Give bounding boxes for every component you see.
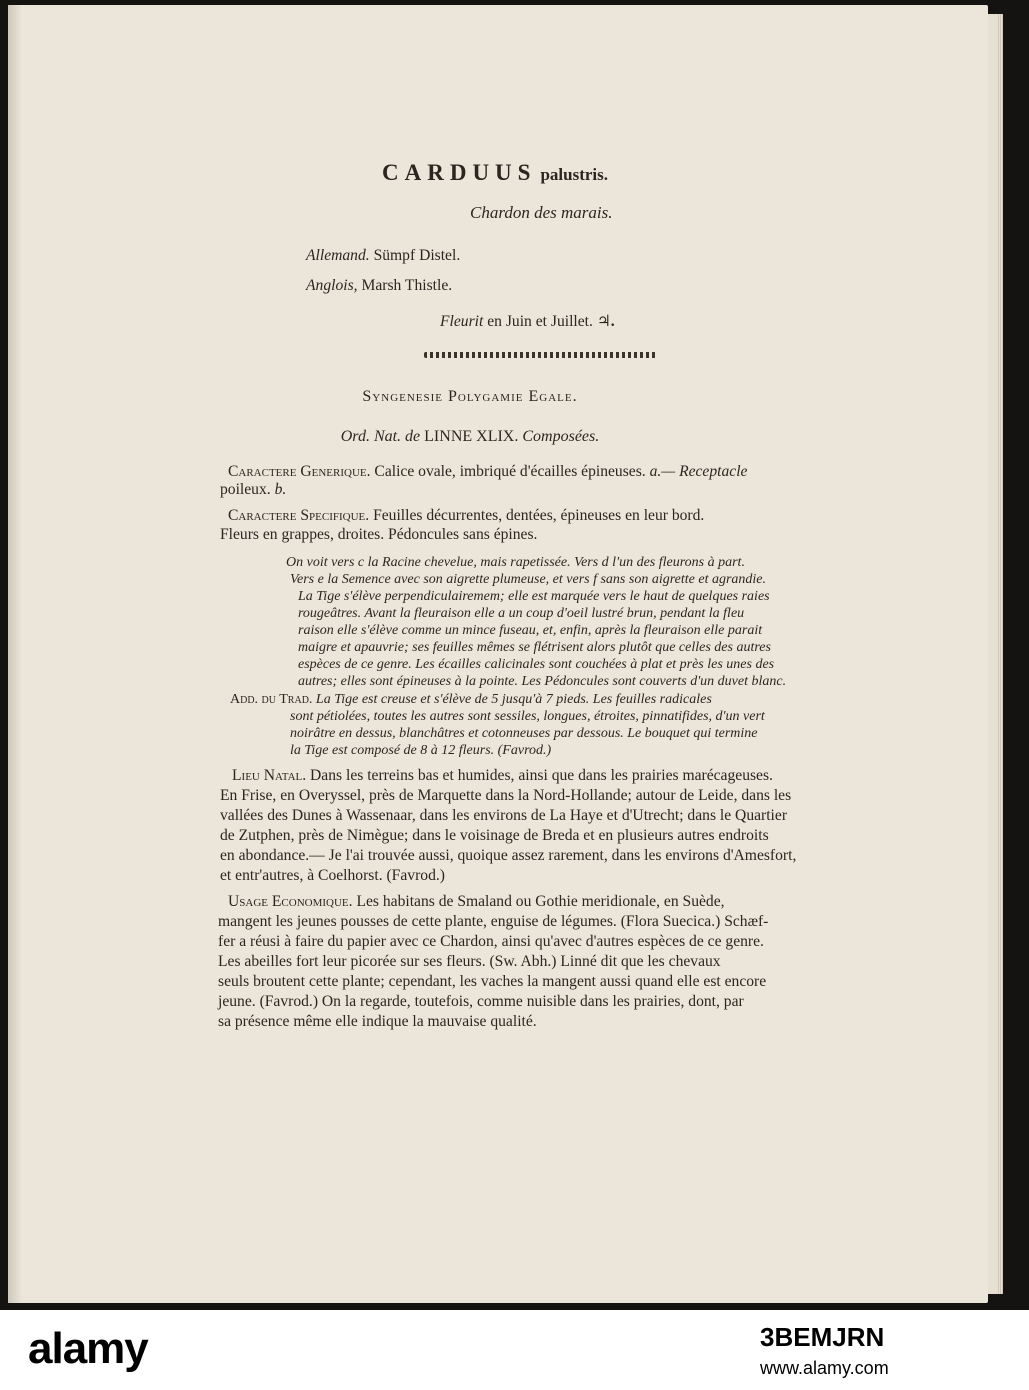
page-title: [382, 160, 608, 186]
addition-line: la Tige est composé de 8 à 12 fleurs. (Favrod.): [290, 743, 552, 758]
generic-text: Calice ovale, imbriqué d'écailles épineuses.: [374, 463, 646, 480]
usage-line: sa présence même elle indique la mauvaise qualité.: [218, 1013, 537, 1030]
usage-line: jeune. (Favrod.) On la regarde, toutefois, comme nuisible dans les prairies, dont, par: [218, 993, 744, 1010]
habitat-paragraph: [232, 768, 773, 784]
genus-name: CARDUUS: [382, 160, 537, 185]
ornamental-divider: [424, 352, 656, 358]
translator-addition: [230, 693, 712, 707]
generic-text-2: poileux.: [220, 481, 271, 498]
usage-line: Les abeilles fort leur picorée sur ses fleurs. (Sw. Abh.) Linné dit que les chevaux: [218, 953, 721, 970]
habitat-line: et entr'autres, à Coelhorst. (Favrod.): [220, 867, 445, 884]
specific-character-line2: Fleurs en grappes, droites. Pédoncules sans épines.: [220, 526, 538, 543]
english-label: Anglois,: [306, 277, 358, 294]
habitat-text: Dans les terreins bas et humides, ainsi que dans les prairies marécageuses.: [310, 767, 773, 784]
addition-line: sont pétiolées, toutes les autres sont sessiles, longues, étroites, pinnatifides, d'un vert: [290, 709, 765, 724]
german-name-row: [306, 248, 460, 264]
addition-label: Add. du Trad.: [230, 692, 313, 707]
habitat-line: en abondance.— Je l'ai trouvée aussi, quoique assez rarement, dans les environs d'Amesfort,: [220, 847, 797, 864]
description-line: La Tige s'élève perpendiculairemem; elle est marquée vers le haut de quelques raies: [298, 589, 770, 604]
page-edge: [988, 14, 999, 1294]
watermark-url: www.alamy.com: [760, 1358, 889, 1378]
usage-line: seuls broutent cette plante; cependant, les vaches la mangent aussi quand elle est encore: [218, 973, 767, 990]
german-label: Allemand.: [306, 247, 370, 264]
generic-label: Caractere Generique.: [228, 463, 371, 480]
german-name: Sümpf Distel.: [373, 247, 461, 264]
habitat-line: En Frise, en Overyssel, près de Marquette dans la Nord-Hollande; autour de Leide, dans les: [220, 787, 792, 804]
description-line: raison elle s'élève comme un mince fuseau, et, enfin, après la fleuraison elle parait: [298, 623, 763, 638]
description-line: On voit vers c la Racine chevelue, mais rapetissée. Vers d l'un des fleurons à part.: [286, 555, 745, 570]
addition-text: La Tige est creuse et s'élève de 5 jusqu'à 7 pieds. Les feuilles radicales: [315, 692, 712, 707]
description-line: maigre et apauvrie; ses feuilles mêmes se flétrisent alors plutôt que celles des autres: [298, 640, 771, 655]
usage-line: fer a réusi à faire du papier avec ce Chardon, ainsi qu'avec d'autres espèces de ce genre.: [218, 933, 764, 950]
flowering-row: [440, 314, 615, 330]
usage-text: Les habitans de Smaland ou Gothie meridionale, en Suède,: [356, 893, 725, 910]
perennial-symbol: ♃.: [596, 313, 615, 330]
description-line: autres; elles sont épineuses à la pointe. Les Pédoncules sont couverts d'un duvet blanc.: [298, 674, 787, 689]
generic-tail-2: b.: [274, 481, 287, 498]
natural-order: [200, 428, 740, 446]
usage-label: Usage Economique.: [228, 893, 353, 910]
order-name: LINNE XLIX.: [424, 428, 519, 445]
specific-label: Caractere Specifique.: [228, 507, 370, 524]
generic-character-line2: [220, 482, 286, 498]
generic-character: [228, 464, 747, 480]
alamy-logo: alamy: [28, 1324, 148, 1373]
description-line: Vers e la Semence avec son aigrette plumeuse, et vers f sans son aigrette et agrandie.: [290, 572, 767, 587]
flowering-label: Fleurit: [440, 313, 484, 330]
description-line: espèces de ce genre. Les écailles calicinales sont couchées à plat et près les unes des: [298, 657, 775, 672]
description-line: rougeâtres. Avant la fleuraison elle a un coup d'oeil lustré brun, pendant la fleu: [298, 606, 745, 621]
habitat-line: vallées des Dunes à Wassenaar, dans les environs de La Haye et d'Utrecht; dans le Quartier: [220, 807, 788, 824]
english-name-row: [306, 278, 452, 294]
specific-character: [228, 508, 704, 524]
usage-line: mangent les jeunes pousses de cette plante, enguise de légumes. (Flora Suecica.) Schæf-: [218, 913, 769, 930]
french-name: Chardon des marais.: [470, 203, 613, 222]
classification: Syngenesie Polygamie Egale.: [362, 388, 578, 405]
page-gutter-shadow: [8, 5, 22, 1303]
specific-text: Feuilles décurrentes, dentées, épineuses en leur bord.: [373, 507, 705, 524]
habitat-label: Lieu Natal.: [232, 767, 307, 784]
generic-tail: a.— Receptacle: [649, 463, 748, 480]
habitat-line: de Zutphen, près de Nimègue; dans le voisinage de Breda et en plusieurs autres endroits: [220, 827, 769, 844]
order-prefix: Ord. Nat. de: [340, 428, 421, 445]
flowering-text: en Juin et Juillet.: [487, 313, 593, 330]
usage-paragraph: [228, 894, 725, 910]
order-suffix: Composées.: [522, 428, 600, 445]
addition-line: noirâtre en dessus, blanchâtres et cotonneuses par dessous. Le bouquet qui termine: [290, 726, 758, 741]
english-name: Marsh Thistle.: [361, 277, 453, 294]
stock-photo-watermark-bar: [0, 1310, 1029, 1390]
image-id: 3BEMJRN: [760, 1322, 885, 1352]
species-name: palustris.: [540, 165, 608, 184]
